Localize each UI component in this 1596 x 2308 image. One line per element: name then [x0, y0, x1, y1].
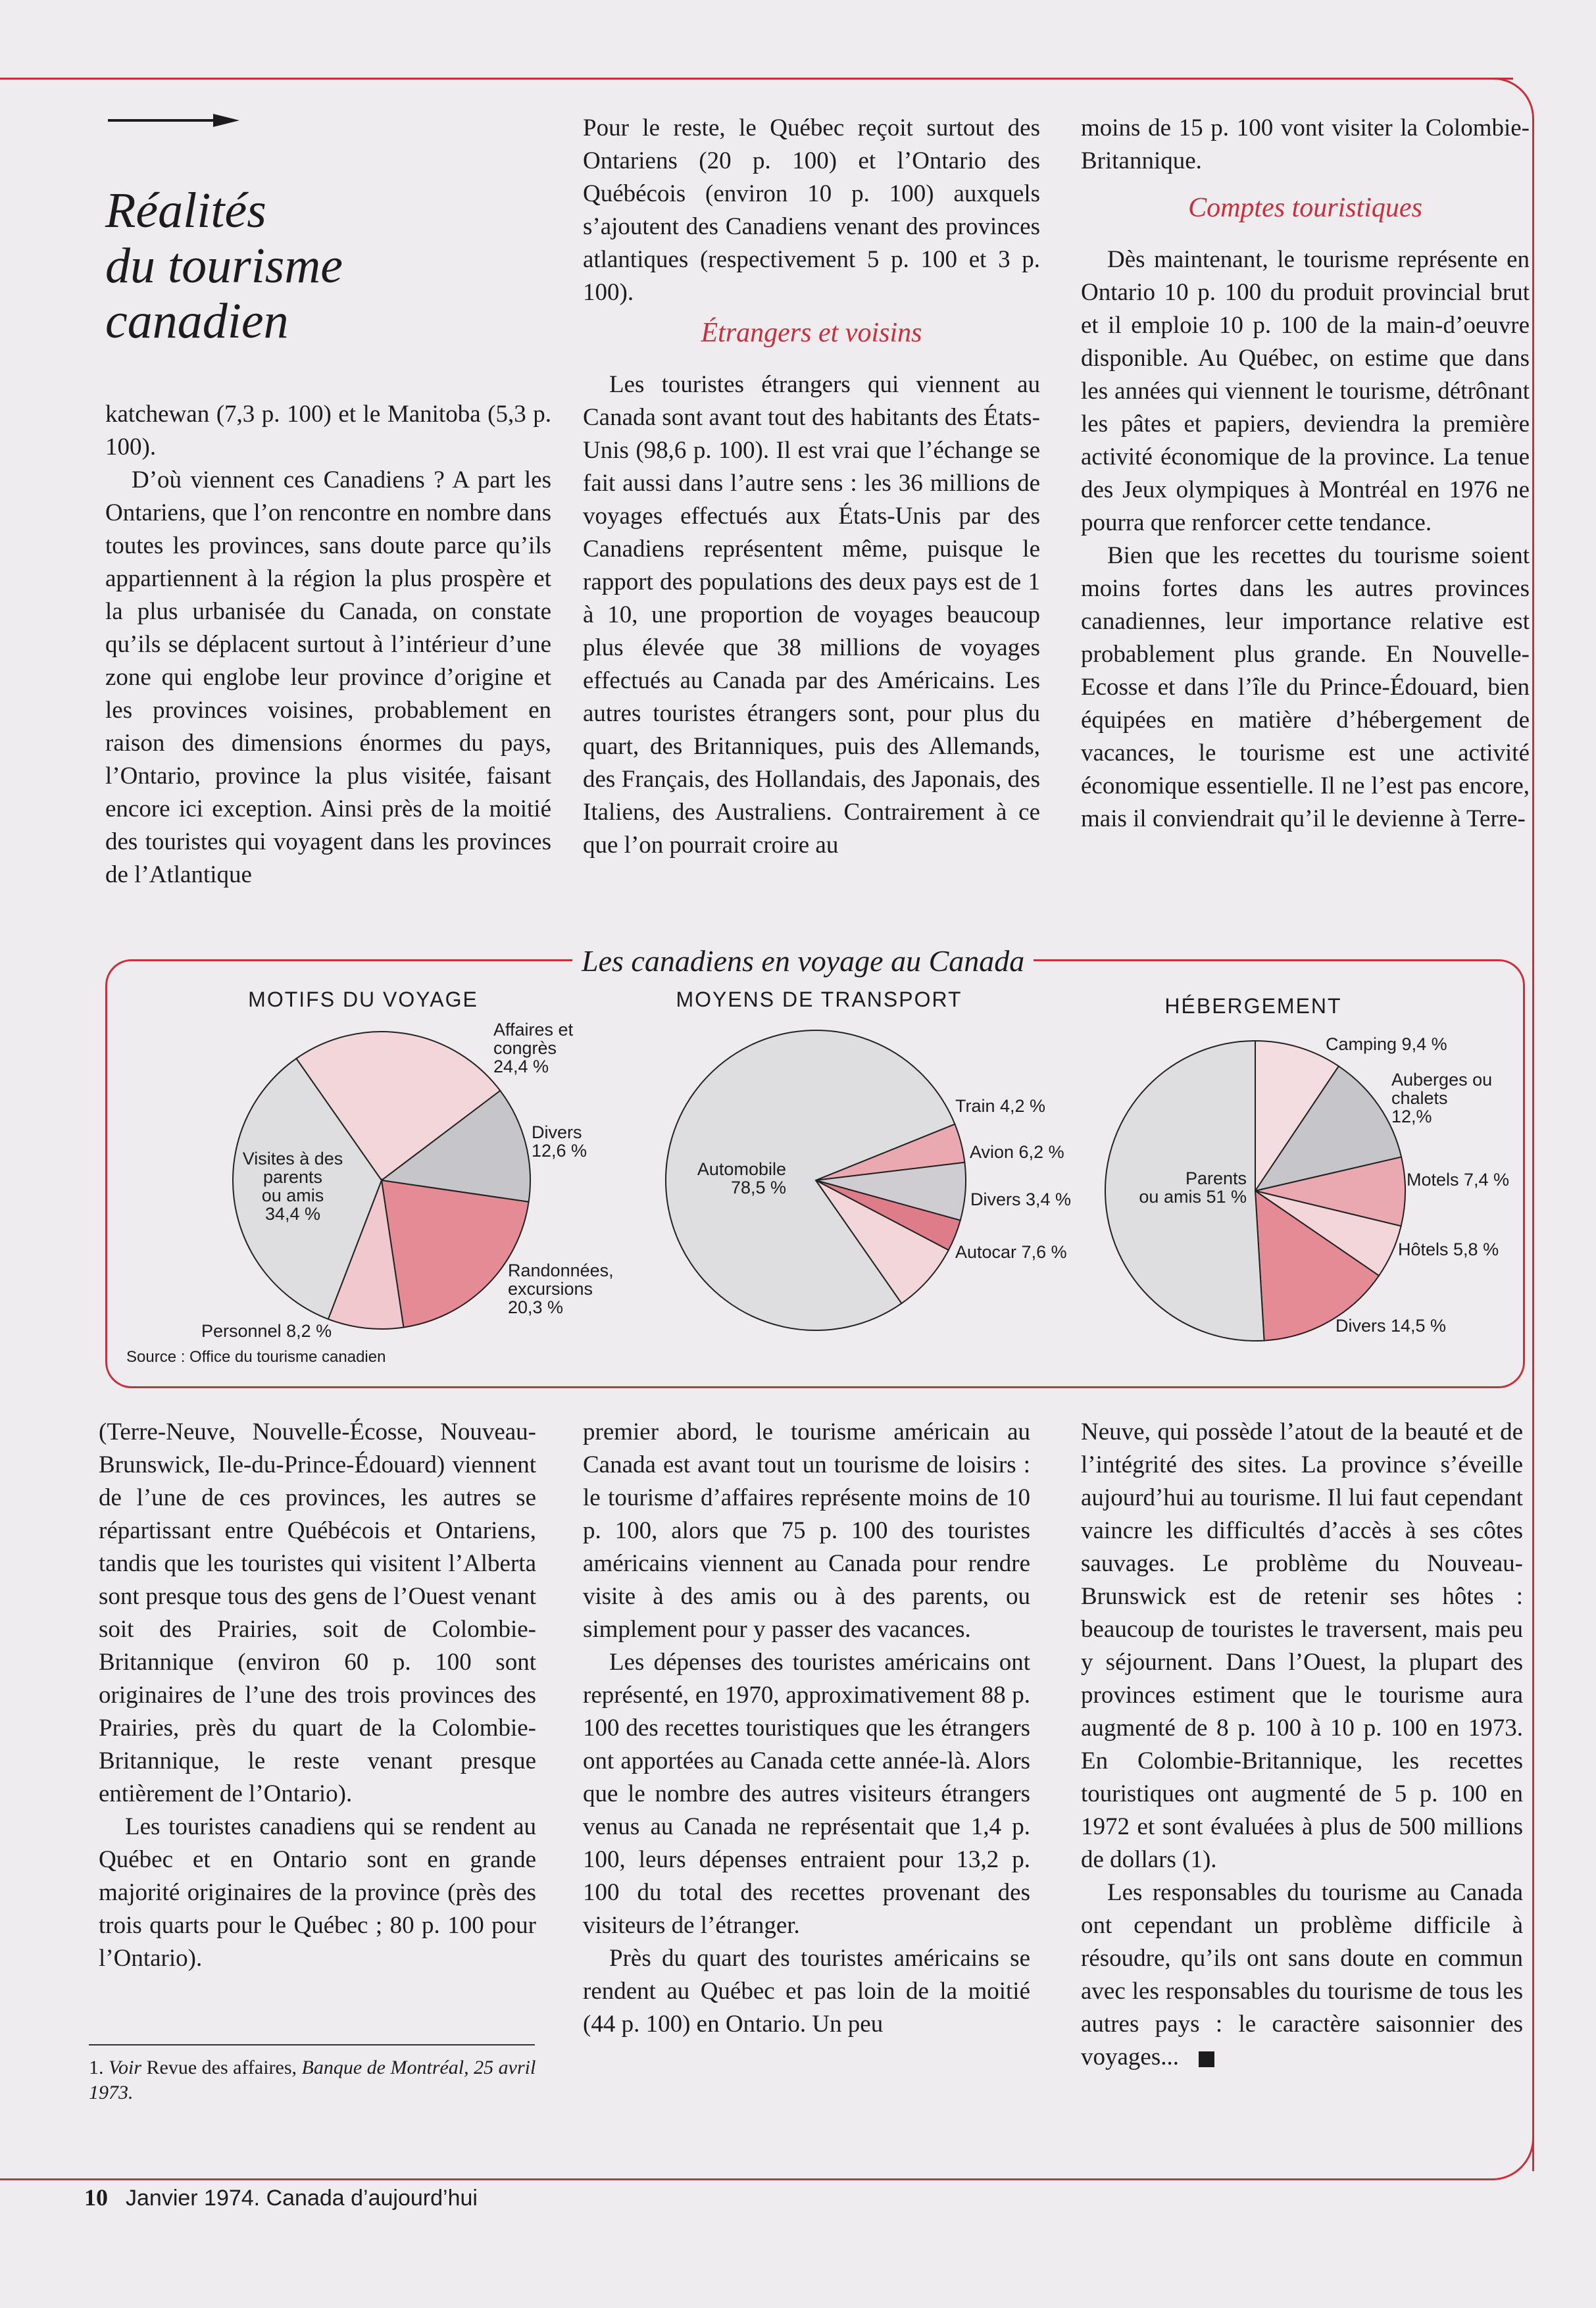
chart-source: Source : Office du tourisme canadien	[126, 1348, 386, 1366]
pie-slice-label: Divers 14,5 %	[1335, 1316, 1447, 1336]
article-title	[105, 183, 474, 349]
column-3-bottom	[1081, 1416, 1523, 2074]
paragraph: Les touristes étrangers qui viennent au Canada sont avant tout des habitants des États-Unis (98,6 p. 100). Il est vrai que l’échange se fait aussi dans l’autre sens : les 36 millions de voyages effectués aux États-Unis par des Canadiens représentent même, puisque le rapport des populations des deux pays est de 1 à 10, une proportion de voyages beaucoup plus élevée que 38 millions de voyages effectués au Canada par des Américains. Les autres touristes étrangers sont, pour plus du quart, des Britanniques, puis des Allemands, des Français, des Hollandais, des Japonais, des Italiens, des Australiens. Contrairement à ce que l’on pourrait croire au	[583, 371, 1040, 859]
pie-hebergement	[1105, 1034, 1509, 1341]
footnote-divider	[89, 2044, 535, 2045]
paragraph: Neuve, qui possède l’atout de la beauté et de l’intégrité des sites. La province s’éveille aujourd’hui au tourisme. Il lui faut cependant vaincre les difficultés d’accès à ses côtes sauvages. Le problème du Nouveau-Brunswick est de retenir ses hôtes : beaucoup de touristes le traversent, mais peu y séjournent. Dans l’Ouest, la plupart des provinces estiment que le tourisme aura augmenté de 8 p. 100 à 10 p. 100 en 1973. En Colombie-Britannique, les recettes touristiques ont augmenté de 5 p. 100 en 1972 et sont évaluées à plus de 500 millions de dollars (1).	[1081, 1418, 1523, 1873]
chart-title-hebergement: HÉBERGEMENT	[1164, 994, 1342, 1018]
paragraph: moins de 15 p. 100 vont visiter la Colombie-Britannique.	[1081, 114, 1530, 174]
footer-text: Janvier 1974. Canada d’aujourd’hui	[126, 2186, 478, 2211]
column-2-bottom	[583, 1416, 1030, 2041]
footnote	[89, 2055, 549, 2105]
end-mark-icon	[1199, 2051, 1214, 2067]
paragraph: Dès maintenant, le tourisme représente en Ontario 10 p. 100 du produit provincial brut et il emploie 10 p. 100 de la main-d’oeuvre disponible. Au Québec, on estime que dans les années qui viennent le tourisme, détrônant les pâtes et papiers, deviendra la première activité économique de la province. La tenue des Jeux olympiques à Montréal en 1976 ne pourra que renforcer cette tendance.	[1081, 246, 1530, 536]
arrow-icon	[108, 111, 239, 130]
footnote-text: Revue des affaires,	[146, 2057, 297, 2078]
title-line: canadien	[105, 293, 289, 349]
frame-line-bottom	[0, 2178, 1495, 2180]
chart-title-motifs: MOTIFS DU VOYAGE	[248, 988, 478, 1011]
pie-slice-label: Avion 6,2 %	[970, 1142, 1064, 1162]
charts-svg	[105, 959, 1525, 1388]
footnote-number: 1.	[89, 2057, 104, 2078]
pie-transport	[666, 1030, 1071, 1330]
column-2-top-b	[583, 368, 1040, 862]
pie-slice	[382, 1180, 529, 1328]
paragraph: Près du quart des touristes américains se rendent au Québec et pas loin de la moitié (44 p. 100) en Ontario. Un peu	[583, 1945, 1030, 2038]
paragraph: premier abord, le tourisme américain au Canada est avant tout un tourisme de loisirs : le tourisme d’affaires représente moins de 10 p. 100, alors que 75 p. 100 des touristes américains viennent au Canada pour rendre visite à des amis ou à des parents, ou simplement pour y passer des vacances.	[583, 1418, 1030, 1643]
paragraph-text: Les responsables du tourisme au Canada ont cependant un problème difficile à résoudre, qu’ils ont sans doute en commun avec les responsables du tourisme de tous les autres pays : le caractère saisonnier des voyages...	[1081, 1879, 1523, 2070]
page-number: 10	[84, 2184, 108, 2211]
pie-slice-label: Camping 9,4 %	[1326, 1034, 1447, 1054]
paragraph: Les touristes canadiens qui se rendent au Québec et en Ontario sont en grande majorité originaires de la province (près des trois quarts pour le Québec ; 80 p. 100 pour l’Ontario).	[99, 1813, 536, 1972]
column-2-top	[583, 112, 1040, 309]
pie-slice-label: Automobile 78,5 %	[697, 1159, 786, 1197]
frame-line-right	[1532, 125, 1534, 2171]
paragraph	[1081, 1876, 1523, 2074]
subheading-etrangers: Étrangers et voisins	[701, 318, 922, 348]
paragraph: Bien que les recettes du tourisme soient moins fortes dans les autres provinces canadiennes, leur importance relative est probablement plus grande. En Nouvelle-Ecosse et dans l’île du Prince-Édouard, bien équipées en matière d’hébergement de vacances, le tourisme est une activité économique essentielle. Il ne l’est pas encore, mais il conviendrait qu’il le devienne à Terre-	[1081, 542, 1530, 832]
pie-slice-label: Motels 7,4 %	[1407, 1170, 1510, 1190]
subheading-comptes: Comptes touristiques	[1188, 193, 1422, 223]
footnote-source: Banque de Montréal, 25 avril 1973.	[89, 2057, 536, 2103]
chart-title-transport: MOYENS DE TRANSPORT	[676, 988, 962, 1011]
paragraph: (Terre-Neuve, Nouvelle-Écosse, Nouveau-Brunswick, Ile-du-Prince-Édouard) viennent de l’une de ces provinces, les autres se répartissant entre Québécois et Ontariens, tandis que les touristes qui visitent l’Alberta sont presque tous des gens de l’Ouest venant soit des Prairies, soit de Colombie-Britannique (environ 60 p. 100 sont originaires de l’une des trois provinces des Prairies, près du quart de la Colombie-Britannique, le reste venant presque entièrement de l’Ontario).	[99, 1418, 536, 1807]
pie-slice-label: Divers 12,6 %	[532, 1122, 587, 1161]
pie-slice-label: Affaires et congrès 24,4 %	[493, 1020, 574, 1076]
column-1-bottom	[99, 1416, 536, 1975]
page-footer	[84, 2181, 478, 2215]
footnote-voir: Voir	[109, 2057, 142, 2078]
pie-slice-label: Auberges ou chalets 12,%	[1391, 1070, 1493, 1126]
pie-slice-label: Parents ou amis 51 %	[1139, 1168, 1247, 1207]
frame-line-top	[0, 78, 1513, 80]
pie-motifs	[201, 1020, 614, 1341]
paragraph: katchewan (7,3 p. 100) et le Manitoba (5,3 p. 100).	[105, 401, 551, 461]
pie-slice-label: Visites à des parents ou amis 34,4 %	[242, 1149, 343, 1224]
paragraph: Pour le reste, le Québec reçoit surtout des Ontariens (20 p. 100) et l’Ontario des Québécois (environ 10 p. 100) auxquels s’ajoutent des Canadiens venant des provinces atlantiques (respectivement 5 p. 100 et 3 p. 100).	[583, 114, 1040, 306]
pie-slice-label: Personnel 8,2 %	[201, 1321, 332, 1341]
pie-slice-label: Hôtels 5,8 %	[1398, 1240, 1499, 1259]
title-line: Réalités	[105, 183, 266, 238]
pie-slice-label: Randonnées, excursions 20,3 %	[508, 1261, 614, 1317]
paragraph: D’où viennent ces Canadiens ? A part les Ontariens, que l’on rencontre en nombre dans toutes les provinces, sans doute parce qu’ils appartiennent à la région la plus prospère et la plus urbanisée du Canada, on constate qu’ils se déplacent surtout à l’intérieur d’une zone qui englobe leur province d’origine et les provinces voisines, probablement en raison des dimensions énormes du pays, l’Ontario, province la plus visitée, faisant encore ici exception. Ainsi près de la moitié des touristes qui voyagent dans les provinces de l’Atlantique	[105, 466, 551, 888]
title-line: du tourisme	[105, 238, 343, 293]
column-3-top	[1081, 112, 1530, 178]
pie-slice-label: Autocar 7,6 %	[955, 1242, 1067, 1262]
pie-slice-label: Train 4,2 %	[955, 1096, 1046, 1116]
pie-slice-label: Divers 3,4 %	[970, 1190, 1072, 1209]
chart-caption: Les canadiens en voyage au Canada	[572, 941, 1034, 982]
column-1-top	[105, 398, 551, 891]
column-3-top-b	[1081, 243, 1530, 836]
frame-corner-bottom-right	[1492, 2138, 1534, 2180]
paragraph: Les dépenses des touristes américains ont représenté, en 1970, approximativement 88 p. 100 des recettes touristiques que les étrangers ont apportées au Canada cette année-là. Alors que le nombre des autres visiteurs étrangers venus au Canada ne représentait que 1,4 p. 100, leurs dépenses entraient pour 13,2 p. 100 du total des recettes provenant des visiteurs de l’étranger.	[583, 1649, 1030, 1939]
